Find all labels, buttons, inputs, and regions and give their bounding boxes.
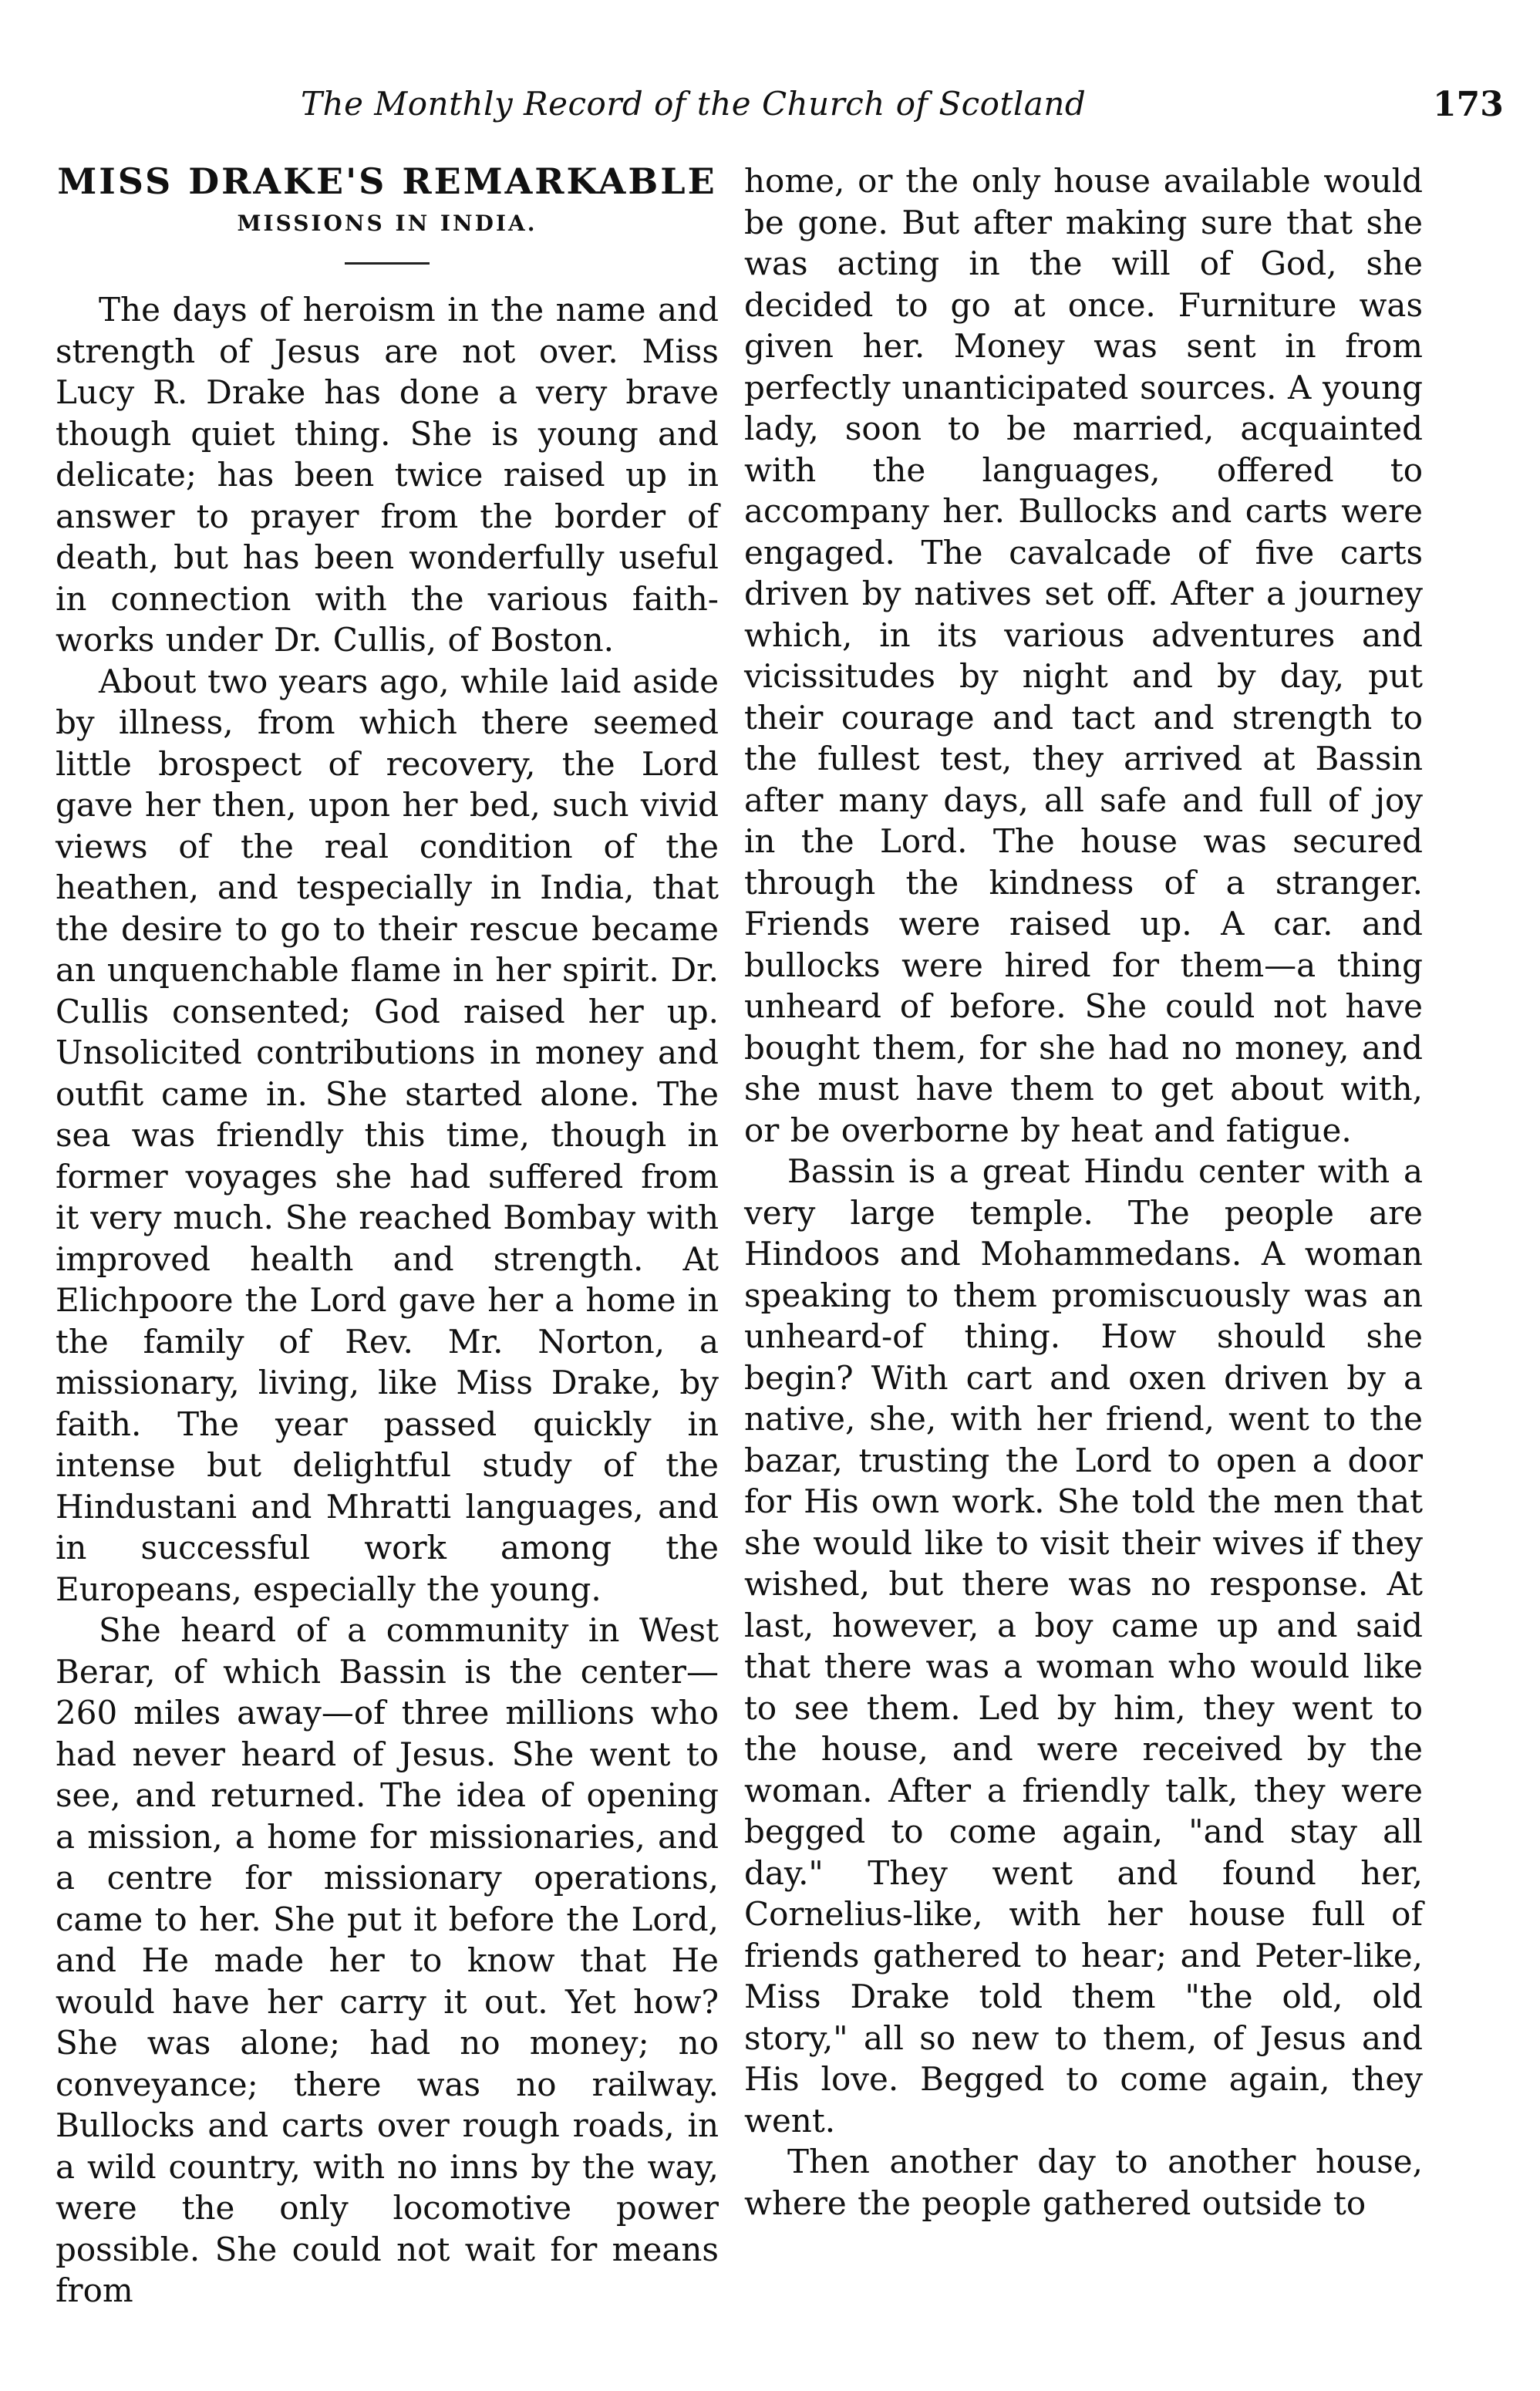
article-subtitle: MISSIONS IN INDIA.	[237, 211, 537, 236]
paragraph-3: She heard of a community in West Berar, of which Bassin is the center—260 miles away—of three millions who had never heard of Jesus. She went to see, and returned. The idea of opening a mission, a home for missionaries, and a centre for missionary operations, came to her. She put it before the Lord, and He made her to know that He would have her carry it out. Yet how? She was alone; had no money; no conveyance; there was no railway. Bullocks and carts over rough roads, in a wild country, with no inns by the way, were the only locomotive power possible. She could not wait for means from	[56, 1611, 719, 2309]
paragraph-4: Bassin is a great Hindu center with a very large temple. The people are Hindoos and Mohammedans. A woman speaking to them promiscuously was an unheard-of thing. How should she begin? With cart and oxen driven by a native, she, with her friend, went to the bazar, trusting the Lord to open a door for His own work. She told the men that she would like to visit their wives if they wished, but there was no response. At last, however, a boy came up and said that there was a woman who would like to see them. Led by him, they went to the house, and were received by the woman. After a friendly talk, they were begged to come again, "and stay all day." They went and found her, Cornelius-like, with her house full of friends gathered to hear; and Peter-like, Miss Drake told them "the old, old story," all so new to them, of Jesus and His love. Begged to come again, they went.	[744, 1152, 1423, 2140]
right-column	[744, 160, 1423, 2224]
paragraph-3-continued: home, or the only house available would be gone. But after making sure that she was acting in the will of God, she decided to go at once. Furniture was given her. Money was sent in from perfectly unanticipated sources. A young lady, soon to be married, acquainted with the languages, offered to accompany her. Bullocks and carts were engaged. The cavalcade of five carts driven by natives set off. After a journey which, in its various adventures and vicissitudes by night and by day, put their courage and tact and strength to the fullest test, they arrived at Bassin after many days, all safe and full of joy in the Lord. The house was secured through the kindness of a stranger. Friends were raised up. A car. and bullocks were hired for them—a thing unheard of before. She could not have bought them, for she had no money, and she must have them to get about with, or be overborne by heat and fatigue.	[744, 162, 1423, 1149]
paragraph-2: About two years ago, while laid aside by illness, from which there seemed little brospect of recovery, the Lord gave her then, upon her bed, such vivid views of the real condition of the heathen, and tespecially in India, that the desire to go to their rescue became an unquenchable flame in her spirit. Dr. Cullis consented; God raised her up. Unsolicited contributions in money and outfit came in. She started alone. The sea was friendly this time, though in former voyages she had suffered from it very much. She reached Bombay with improved health and strength. At Elichpoore the Lord gave her a home in the family of Rev. Mr. Norton, a missionary, living, like Miss Drake, by faith. The year passed quickly in intense but delightful study of the Hindustani and Mhratti languages, and in successful work among the Europeans, especially the young.	[56, 662, 719, 1608]
left-column	[56, 160, 719, 2312]
paragraph-5: Then another day to another house, where the people gathered outside to	[744, 2143, 1423, 2222]
title-divider	[345, 262, 430, 265]
page-number: 173	[1433, 85, 1504, 124]
article-title: MISS DRAKE'S REMARKABLE	[57, 160, 717, 202]
running-title: The Monthly Record of the Church of Scotland	[301, 85, 1087, 123]
paragraph-1: The days of heroism in the name and strength of Jesus are not over. Miss Lucy R. Drake has done a very brave though quiet thing. She is young and delicate; has been twice raised up in answer to prayer from the border of death, but has been wonderfully useful in connection with the various faith-works under Dr. Cullis, of Boston.	[56, 291, 719, 659]
